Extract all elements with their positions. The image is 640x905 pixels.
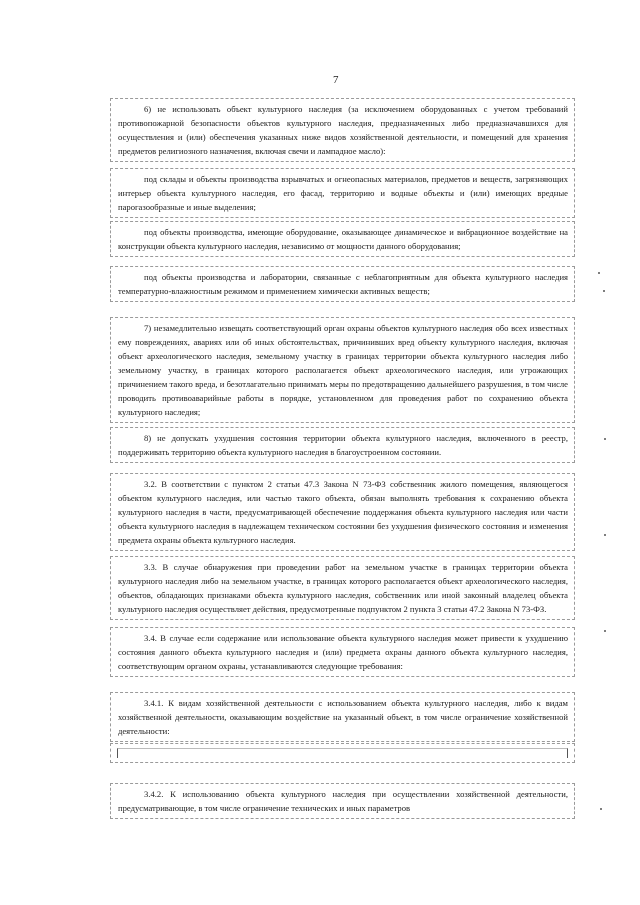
paragraph-box [110,266,575,302]
paragraph-3-2: 3.2. В соответствии с пунктом 2 статьи 47.3 Закона N 73-ФЗ собственник жилого помещения, являющегося объектом культурного наследия, или частью такого объекта, обязан выполнять требования к сохранению объекта культурного наследия в части, предусматривающей обеспечение поддержания объекта культурного наследия или части объекта культурного наследия в надлежащем техническом состоянии без ухудшения физического состояния и изменения предмета охраны объекта культурного наследия. [118,479,568,545]
paragraph-box [110,168,575,218]
scan-speck [603,290,605,292]
paragraph-warehouses: под склады и объекты производства взрывчатых и огнеопасных материалов, предметов и веществ, загрязняющих интерьер объекта культурного наследия, его фасад, территорию и водные объекты и (или) имеющих вредные парогазообразные и иные выделения; [118,174,568,212]
paragraph-box [110,221,575,257]
paragraph-box [110,556,575,620]
paragraph-box [110,692,575,742]
paragraph-7: 7) незамедлительно извещать соответствующий орган охраны объектов культурного наследия обо всех известных ему повреждениях, авариях или об иных обстоятельствах, причинивших вред объекту культурного наследия, включая объект археологического наследия, земельному участку в границах территории объекта культурного наследия либо земельному участку, в границах которого располагается объект археологического наследия, или угрожающих причинением такого вреда, и безотлагательно принимать меры по предотвращению дальнейшего разрушения, в том числе проводить противоаварийные работы в порядке, установленном для проведения работ по сохранению объекта культурного наследия; [118,323,568,417]
empty-form-field [110,743,575,763]
page-number: 7 [333,74,339,86]
scan-speck [604,630,606,632]
paragraph-box [110,473,575,551]
paragraph-3-3: 3.3. В случае обнаружения при проведении работ на земельном участке в границах территории объекта культурного наследия либо на земельном участке, в границах которого располагается объект археологического наследия, объектов, обладающих признаками объекта культурного наследия, собственник или иной законный владелец объекта культурного наследия осуществляет действия, предусмотренные подпунктом 2 пункта 3 статьи 47.2 Закона N 73-ФЗ. [118,562,568,614]
scan-speck [604,438,606,440]
paragraph-box [110,427,575,463]
scan-speck [598,272,600,274]
paragraph-3-4: 3.4. В случае если содержание или использование объекта культурного наследия может привести к ухудшению состояния данного объекта культурного наследия и (или) предмета охраны данного объекта культурного наследия, соответствующим органом охраны, устанавливаются следующие требования: [118,633,568,671]
empty-field-frame [117,748,568,758]
paragraph-box [110,627,575,677]
paragraph-box [110,317,575,423]
paragraph-vibration: под объекты производства, имеющие оборудование, оказывающее динамическое и вибрационное воздействие на конструкции объекта культурного наследия, независимо от мощности данного оборудования; [118,227,568,251]
paragraph-3-4-2: 3.4.2. К использованию объекта культурного наследия при осуществлении хозяйственной деятельности, предусматривающие, в том числе ограничение технических и иных параметров [118,789,568,813]
paragraph-6: 6) не использовать объект культурного наследия (за исключением оборудованных с учетом требований противопожарной безопасности объектов культурного наследия, предназначенных либо предназначавшихся для осуществления и (или) обеспечения указанных ниже видов хозяйственной деятельности, и помещений для хранения предметов религиозного назначения, включая свечи и лампадное масло): [118,104,568,156]
paragraph-8: 8) не допускать ухудшения состояния территории объекта культурного наследия, включенного в реестр, поддерживать территорию объекта культурного наследия в благоустроенном состоянии. [118,433,568,457]
paragraph-laboratories: под объекты производства и лаборатории, связанные с неблагоприятным для объекта культурного наследия температурно-влажностным режимом и применением химически активных веществ; [118,272,568,296]
paragraph-3-4-1: 3.4.1. К видам хозяйственной деятельности с использованием объекта культурного наследия, либо к видам хозяйственной деятельности, оказывающим воздействие на указанный объект, в том числе ограничение хозяйственной деятельности: [118,698,568,736]
scan-speck [604,534,606,536]
paragraph-box [110,98,575,162]
paragraph-box [110,783,575,819]
scan-speck [600,808,602,810]
